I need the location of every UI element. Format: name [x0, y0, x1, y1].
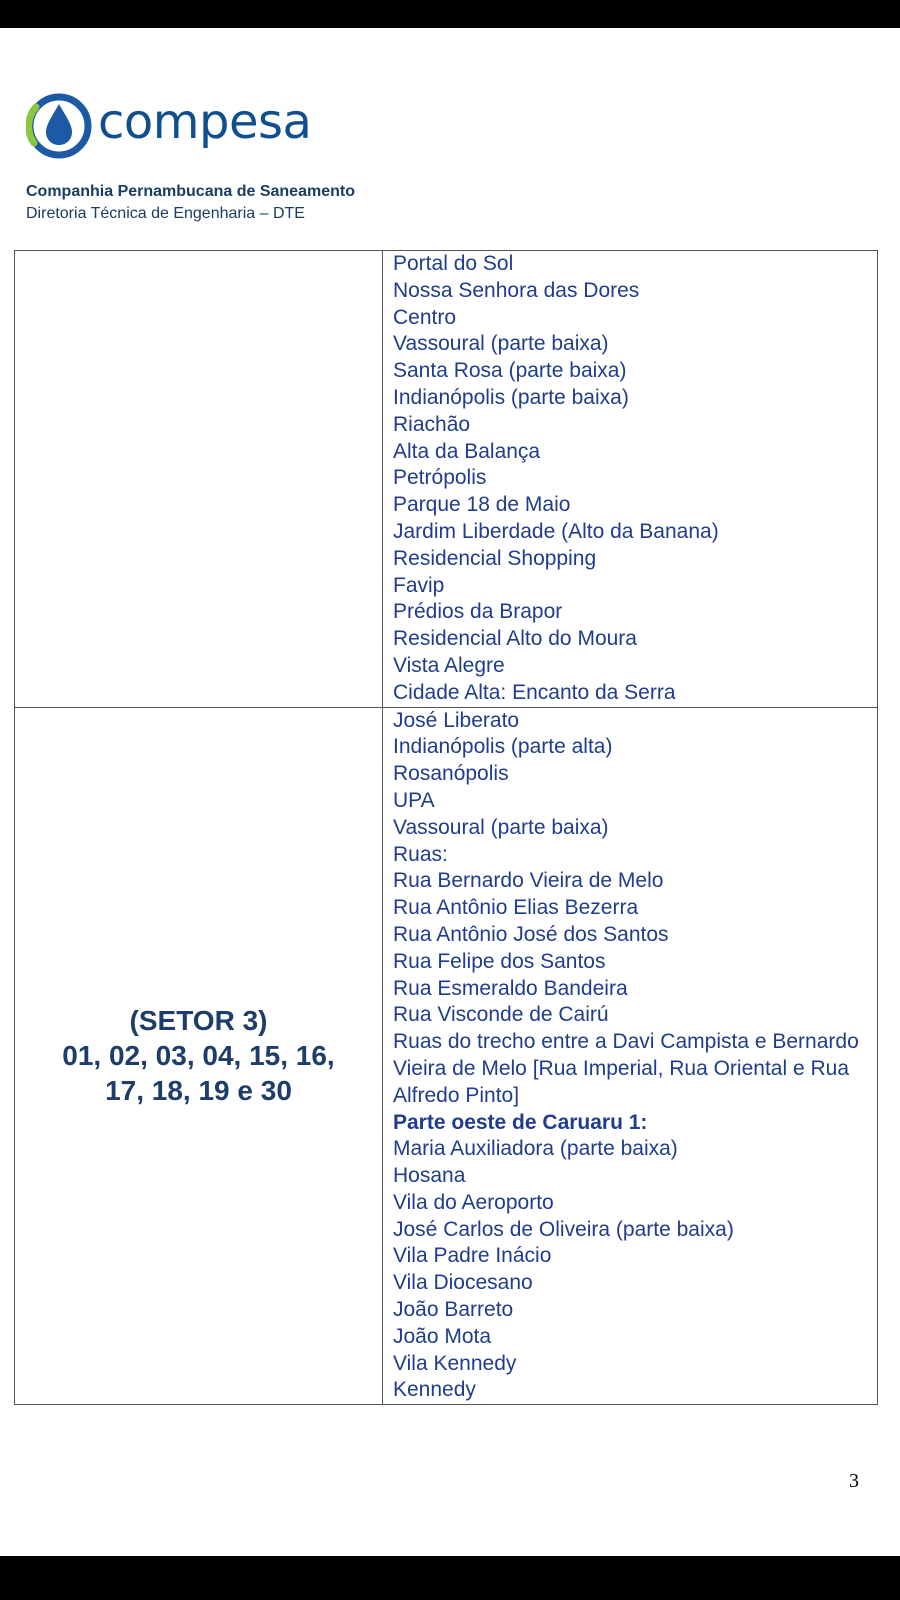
- list-item: Residencial Shopping: [393, 546, 597, 570]
- list-item: Ruas do trecho entre a Davi Campista e Bernardo Vieira de Melo [Rua Imperial, Rua Oriental e Rua Alfredo Pinto]: [393, 1030, 859, 1107]
- table-row: [15, 708, 877, 1406]
- compesa-logo: [26, 93, 311, 159]
- list-item: Maria Auxiliadora (parte baixa): [393, 1137, 678, 1161]
- list-item: Santa Rosa (parte baixa): [393, 359, 627, 383]
- list-item: Parque 18 de Maio: [393, 493, 571, 517]
- list-item: Indianópolis (parte baixa): [393, 385, 629, 409]
- sector-title: (SETOR 3): [129, 1005, 268, 1037]
- sector-cell: [15, 708, 383, 1405]
- list-item: Vista Alegre: [393, 653, 505, 677]
- list-item: João Barreto: [393, 1298, 514, 1322]
- list-item: Alta da Balança: [393, 439, 541, 463]
- neighborhood-list: [383, 251, 877, 707]
- list-item: Rua Antônio José dos Santos: [393, 922, 669, 946]
- list-item: Jardim Liberdade (Alto da Banana): [393, 519, 719, 543]
- list-item: Kennedy: [393, 1378, 476, 1402]
- list-item: Portal do Sol: [393, 252, 514, 275]
- list-item: Vila do Aeroporto: [393, 1190, 554, 1214]
- logo-wordmark: compesa: [98, 94, 312, 150]
- company-name: Companhia Pernambucana de Saneamento: [26, 183, 355, 200]
- bottom-bar: [0, 1556, 900, 1600]
- list-item: Rua Esmeraldo Bandeira: [393, 976, 628, 1000]
- top-bar: [0, 0, 900, 28]
- list-item: Rua Antônio Elias Bezerra: [393, 896, 639, 920]
- list-item: Centro: [393, 305, 457, 329]
- list-item: Indianópolis (parte alta): [393, 735, 613, 759]
- list-item: José Liberato: [393, 708, 520, 732]
- list-item: Prédios da Brapor: [393, 600, 563, 624]
- list-item: Rua Bernardo Vieira de Melo: [393, 869, 664, 893]
- list-item: Vassoural (parte baixa): [393, 332, 609, 356]
- list-item: Rua Visconde de Cairú: [393, 1003, 609, 1027]
- page-number: 3: [849, 1470, 859, 1492]
- list-item: Vassoural (parte baixa): [393, 815, 609, 839]
- list-item: Vila Diocesano: [393, 1271, 533, 1295]
- sector-codes-line-1: 01, 02, 03, 04, 15, 16,: [62, 1040, 335, 1072]
- sector-cell: [15, 251, 383, 707]
- sector-codes-line-2: 17, 18, 19 e 30: [105, 1075, 292, 1107]
- list-item: UPA: [393, 788, 435, 812]
- department-name: Diretoria Técnica de Engenharia – DTE: [26, 205, 305, 222]
- list-item: Cidade Alta: Encanto da Serra: [393, 680, 676, 704]
- sector-label: [62, 1003, 334, 1108]
- list-item: João Mota: [393, 1324, 492, 1348]
- neighborhood-list: [383, 708, 877, 1405]
- list-item: Nossa Senhora das Dores: [393, 278, 640, 302]
- list-item: Rua Felipe dos Santos: [393, 949, 606, 973]
- list-item: Rosanópolis: [393, 762, 509, 786]
- list-item: Favip: [393, 573, 445, 597]
- list-item: Petrópolis: [393, 466, 487, 490]
- list-item: Vila Kennedy: [393, 1351, 517, 1375]
- water-drop-icon: [26, 93, 92, 159]
- list-item: Riachão: [393, 412, 471, 436]
- table-row: [15, 251, 877, 708]
- list-item: Residencial Alto do Moura: [393, 627, 637, 651]
- list-item: Ruas:: [393, 842, 448, 866]
- list-item: Vila Padre Inácio: [393, 1244, 552, 1268]
- list-item: José Carlos de Oliveira (parte baixa): [393, 1217, 734, 1241]
- list-item: Hosana: [393, 1164, 466, 1188]
- sector-table: [14, 250, 878, 1405]
- list-heading: Parte oeste de Caruaru 1:: [393, 1110, 648, 1134]
